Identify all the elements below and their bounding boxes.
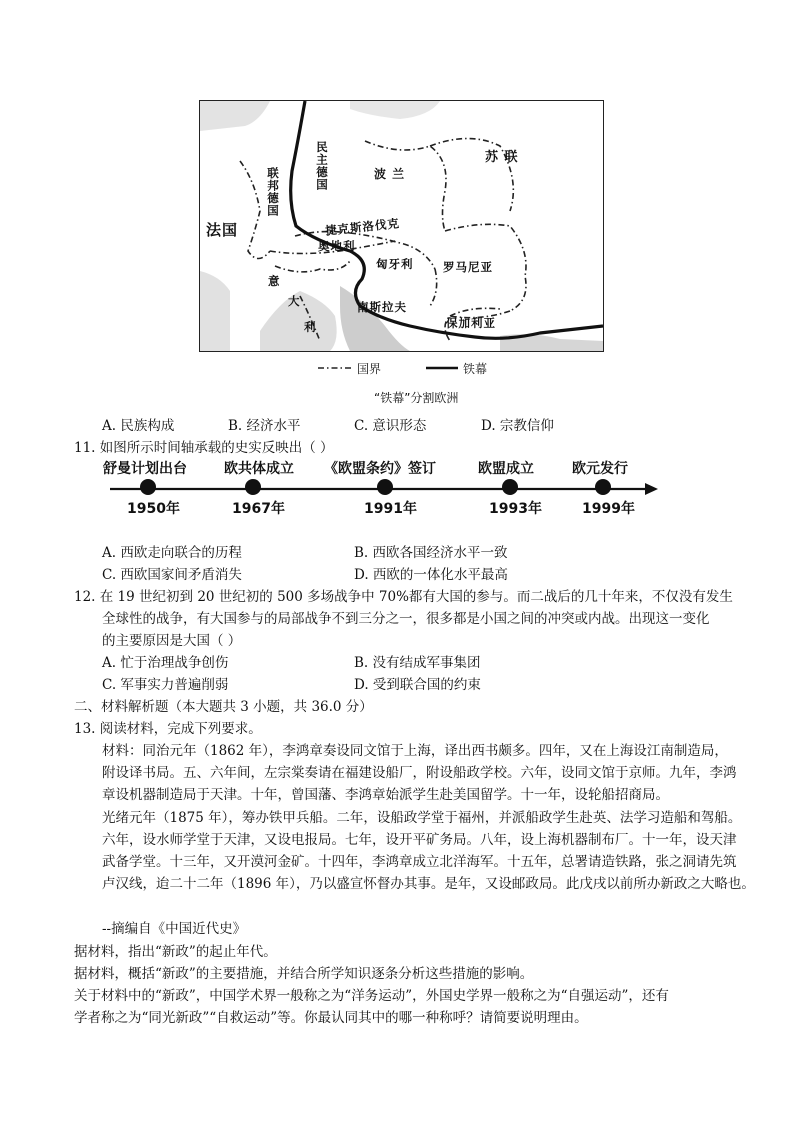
timeline-year-4: 1993年	[489, 501, 542, 517]
map-label-poland: 波 兰	[374, 167, 406, 181]
q10-option-b: B. 经济水平	[228, 418, 301, 434]
timeline-year-3: 1991年	[364, 501, 417, 517]
map-label-hungary: 匈牙利	[376, 257, 414, 271]
timeline-event-5: 欧元发行	[572, 461, 628, 477]
q13-requirement-3-line-1: 关于材料中的“新政”，中国学术界一般称之为“洋务运动”，外国史学界一般称之为“自强运动”，还有	[74, 988, 669, 1004]
timeline-event-2: 欧共体成立	[224, 461, 294, 477]
timeline-event-3: 《欧盟条约》签订	[324, 461, 436, 477]
map-label-yugoslavia: 南斯拉夫	[357, 300, 407, 314]
q12-option-a: A. 忙于治理战争创伤	[102, 655, 229, 671]
legend-border-label: 国界	[357, 362, 382, 376]
timeline-event-1: 舒曼计划出台	[103, 461, 187, 477]
timeline-dot-5	[595, 479, 611, 495]
q13-requirement-2: 据材料，概括“新政”的主要措施，并结合所学知识逐条分析这些措施的影响。	[74, 966, 534, 982]
map-label-italy-3: 利	[304, 320, 317, 334]
map-label-bulgaria: 保加利亚	[446, 316, 496, 330]
map-label-austria: 奥地利	[318, 239, 356, 253]
q13-source: --摘编自《中国近代史》	[102, 921, 247, 937]
map-label-italy-1: 意	[268, 274, 281, 288]
q13-material-line-5: 六年，设水师学堂于天津，又设电报局。七年，设开平矿务局。八年，设上海机器制布厂。十一年，设天津	[102, 832, 737, 848]
q12-option-d: D. 受到联合国的约束	[354, 677, 481, 693]
q11-option-d: D. 西欧的一体化水平最高	[354, 567, 508, 583]
q13-requirement-1: 据材料，指出“新政”的起止年代。	[74, 944, 277, 960]
q13-material-line-7: 卢汉线，迨二十二年（1896 年），乃以盛宣怀督办其事。是年，又设邮政局。此戊戌以前所办新政之大略也。	[102, 876, 755, 892]
q10-option-c: C. 意识形态	[354, 418, 427, 434]
timeline-year-2: 1967年	[232, 501, 285, 517]
q13-stem: 13. 阅读材料，完成下列要求。	[74, 721, 262, 737]
q13-material-line-6: 武备学堂。十三年，又开漠河金矿。十四年，李鸿章成立北洋海军。十五年，总署请造铁路，张之洞请先筑	[102, 854, 737, 870]
map-label-west-germany: 联邦德国	[266, 167, 280, 217]
map-label-soviet: 苏 联	[485, 150, 519, 165]
q13-material-line-2: 附设译书局。五、六年间，左宗棠奏请在福建设船厂，附设船政学校。六年，设同文馆于京师。九年，李鸿	[102, 765, 737, 781]
q13-material-line-1: 材料：同治元年（1862 年），李鸿章奏设同文馆于上海，译出西书颇多。四年，又在上海设江南制造局，	[102, 743, 728, 759]
map-caption: “铁幕”分割欧洲	[374, 391, 459, 405]
q12-option-c: C. 军事实力普遍削弱	[102, 677, 229, 693]
legend-curtain-label: 铁幕	[463, 362, 488, 376]
iron-curtain-map	[199, 100, 604, 352]
timeline-dot-4	[502, 479, 518, 495]
q11-option-a: A. 西欧走向联合的历程	[102, 545, 242, 561]
section-2-heading: 二、材料解析题（本大题共 3 小题，共 36.0 分）	[74, 699, 373, 715]
timeline-event-4: 欧盟成立	[478, 461, 534, 477]
map-label-france: 法国	[206, 221, 239, 239]
q13-requirement-3-line-2: 学者称之为“同光新政”“自救运动”等。你最认同其中的哪一种称呼？请简要说明理由。	[74, 1010, 588, 1026]
q13-material-line-4: 光绪元年（1875 年），筹办铁甲兵船。二年，设船政学堂于福州，并派船政学生赴英、法学习造船和驾船。	[102, 810, 742, 826]
q10-option-d: D. 宗教信仰	[481, 418, 554, 434]
map-label-romania: 罗马尼亚	[443, 260, 493, 274]
q12-line-1: 12. 在 19 世纪初到 20 世纪初的 500 多场战争中 70%都有大国的参与。而二战后的几十年来，不仅没有发生	[74, 589, 733, 605]
timeline-dot-2	[245, 479, 261, 495]
q12-option-b: B. 没有结成军事集团	[354, 655, 481, 671]
q11-option-b: B. 西欧各国经济水平一致	[354, 545, 508, 561]
timeline-year-5: 1999年	[582, 501, 635, 517]
map-label-east-germany: 民主德国	[315, 141, 329, 191]
q12-line-3: 的主要原因是大国（ ）	[102, 633, 242, 649]
timeline-year-1: 1950年	[127, 501, 180, 517]
timeline-dot-3	[377, 479, 393, 495]
q12-line-2: 全球性的战争，有大国参与的局部战争不到三分之一，很多都是小国之间的冲突或内战。出现这一变化	[102, 611, 710, 627]
map-label-italy-2: 大	[288, 294, 301, 308]
q11-option-c: C. 西欧国家间矛盾消失	[102, 567, 242, 583]
map-label-czechoslovakia: 捷克斯洛伐克	[324, 216, 401, 238]
q10-option-a: A. 民族构成	[102, 418, 175, 434]
q13-material-line-3: 章设机器制造局于天津。十年，曾国藩、李鸿章始派学生赴美国留学。十一年，设轮船招商局。	[102, 787, 669, 803]
q11-stem: 11. 如图所示时间轴承载的史实反映出（ ）	[74, 440, 334, 456]
timeline-dot-1	[140, 479, 156, 495]
map-legend	[318, 361, 518, 375]
